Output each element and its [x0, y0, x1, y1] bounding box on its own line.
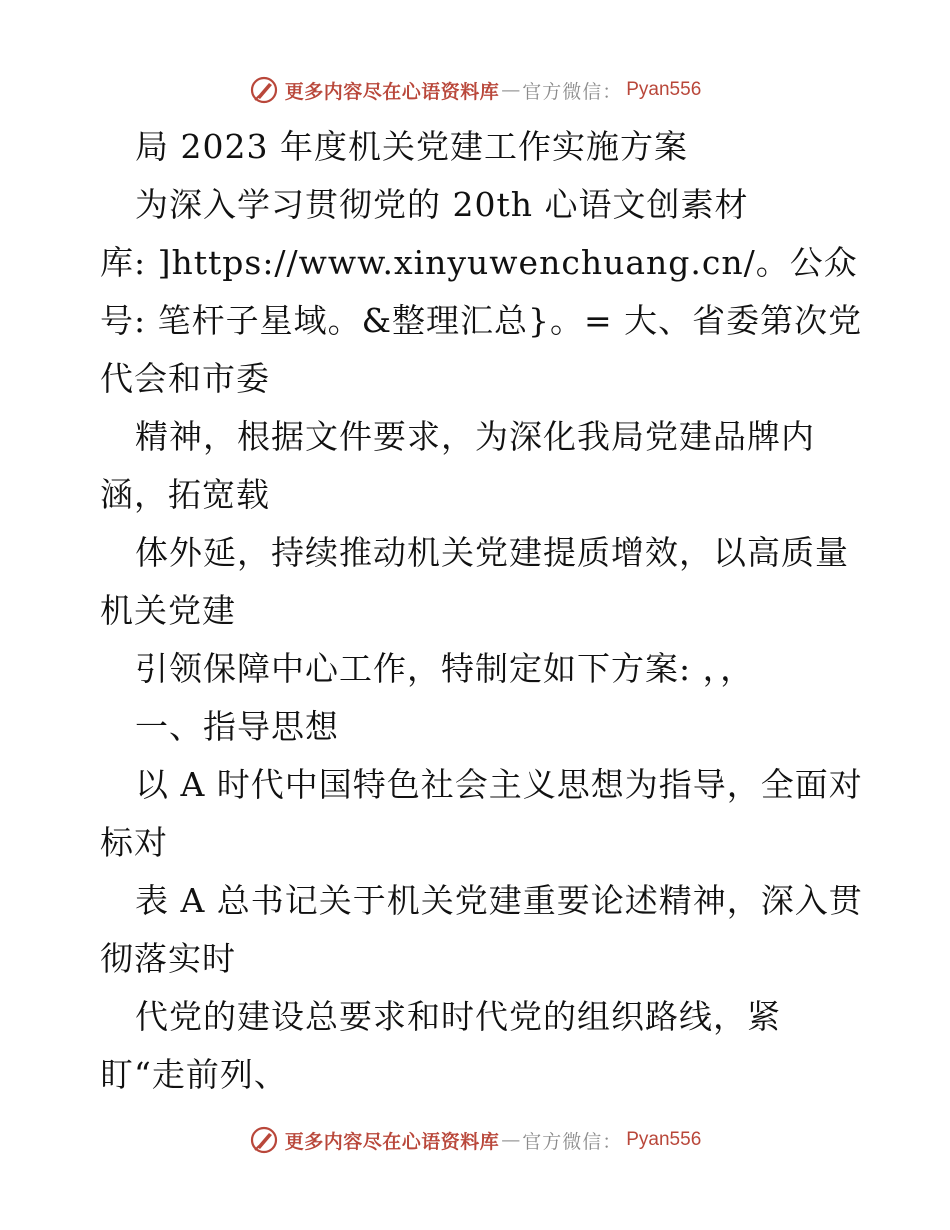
watermark-banner-bottom [0, 1120, 950, 1160]
quill-seal-icon [249, 1125, 279, 1155]
banner-dash: — [501, 79, 521, 101]
paragraph-line: 代党的建设总要求和时代党的组织路线，紧 [135, 997, 781, 1036]
document-body [100, 118, 863, 1104]
quill-seal-icon [249, 75, 279, 105]
section-heading: 一、指导思想 [135, 707, 339, 746]
banner-sub-text: 官方微信： [522, 1130, 623, 1153]
paragraph-line: 以 A 时代中国特色社会主义思想为指导，全面对 [135, 765, 863, 804]
paragraph-line: 引领保障中心工作，特制定如下方案: ，， [135, 649, 755, 688]
banner-wechat-id: Pyan556 [626, 1129, 702, 1150]
paragraph-line: 库: ]https://www.xinyuwenchuang.cn/。公众 [100, 243, 858, 282]
paragraph-line: 彻落实时 [100, 939, 236, 978]
banner-main-text: 更多内容尽在心语资料库 [284, 1130, 500, 1153]
paragraph-line: 涵，拓宽载 [100, 475, 270, 514]
document-title: 局 2023 年度机关党建工作实施方案 [135, 127, 688, 166]
paragraph-line: 号: 笔杆子星域。&整理汇总}。= 大、省委第次党 [100, 301, 863, 340]
watermark-banner-top [0, 70, 950, 110]
paragraph-line: 机关党建 [100, 591, 236, 630]
paragraph-line: 标对 [100, 823, 168, 862]
paragraph-line: 代会和市委 [100, 359, 270, 398]
paragraph-line: 为深入学习贯彻党的 20th 心语文创素材 [135, 185, 749, 224]
banner-main-text: 更多内容尽在心语资料库 [284, 80, 500, 103]
paragraph-line: 体外延，持续推动机关党建提质增效，以高质量 [135, 533, 849, 572]
paragraph-line: 盯“走前列、 [100, 1055, 288, 1094]
paragraph-line: 精神，根据文件要求，为深化我局党建品牌内 [135, 417, 815, 456]
banner-dash: — [501, 1129, 521, 1151]
banner-sub-text: 官方微信： [522, 80, 623, 103]
paragraph-line: 表 A 总书记关于机关党建重要论述精神，深入贯 [135, 881, 863, 920]
banner-wechat-id: Pyan556 [626, 79, 702, 100]
